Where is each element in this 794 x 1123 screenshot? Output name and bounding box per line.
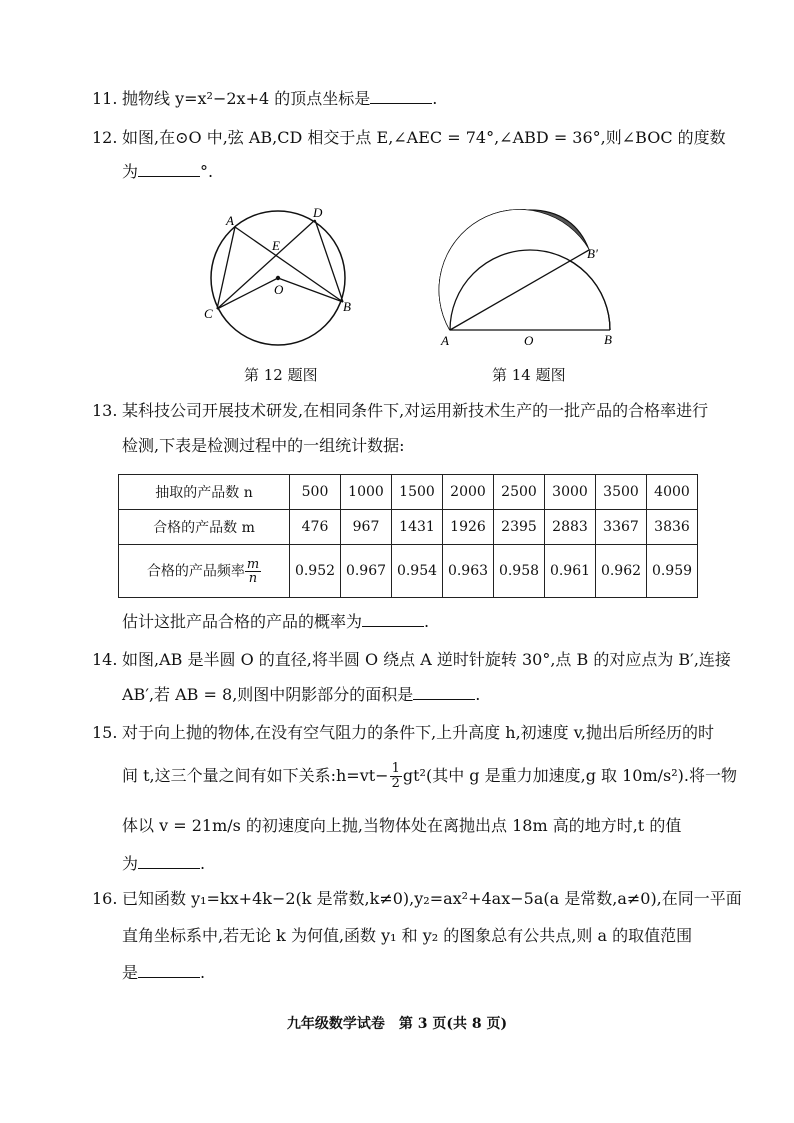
question-11 xyxy=(92,88,437,110)
table-cell: 1431 xyxy=(392,510,443,545)
question-13 xyxy=(92,400,708,422)
row-header-frequency xyxy=(119,545,290,598)
fig12-label-c: C xyxy=(204,306,213,321)
fig14-label-a: A xyxy=(441,333,449,348)
table-row-m xyxy=(119,510,698,545)
table-cell: 3500 xyxy=(596,475,647,510)
table-cell: 3000 xyxy=(545,475,596,510)
q16-end: . xyxy=(200,963,206,982)
fig12-label-e: E xyxy=(272,238,280,253)
table-cell: 0.962 xyxy=(596,545,647,598)
q14-line2: AB′,若 AB = 8,则图中阴影部分的面积是 xyxy=(122,685,414,704)
q14-answer-blank xyxy=(413,685,475,700)
q11-answer-blank xyxy=(370,89,432,104)
q15-end: . xyxy=(200,854,206,873)
fig12-label-b: B xyxy=(343,299,351,314)
table-cell: 3367 xyxy=(596,510,647,545)
q15-number: 15. xyxy=(92,723,118,742)
q12-answer-blank xyxy=(138,162,200,177)
table-cell: 1926 xyxy=(443,510,494,545)
freq-fraction xyxy=(245,558,261,585)
q13-line2: 检测,下表是检测过程中的一组统计数据: xyxy=(122,436,405,455)
freq-fraction-num: m xyxy=(246,556,260,572)
fig12-seg-ob xyxy=(278,278,343,302)
table-cell: 2395 xyxy=(494,510,545,545)
q13-line1: 某科技公司开展技术研发,在相同条件下,对运用新技术生产的一批产品的合格率进行 xyxy=(122,401,709,420)
fig14-label-b-prime: B′ xyxy=(587,246,598,261)
table-cell: 476 xyxy=(290,510,341,545)
figure-14-semicircle xyxy=(430,190,640,360)
page-footer: 九年级数学试卷 第 3 页(共 8 页) xyxy=(286,1016,508,1032)
fig14-label-o: O xyxy=(524,333,534,348)
q15-answer-blank xyxy=(138,854,200,869)
q15-half-den: 2 xyxy=(391,776,400,791)
table-cell: 1000 xyxy=(341,475,392,510)
q14-line1: 如图,AB 是半圆 O 的直径,将半圆 O 绕点 A 逆时针旋转 30°,点 B 的对应点为 B′,连接 xyxy=(122,650,731,669)
q16-line3 xyxy=(122,962,205,984)
q15-line4-pre: 为 xyxy=(122,854,139,873)
table-cell: 2883 xyxy=(545,510,596,545)
table-cell: 4000 xyxy=(647,475,698,510)
question-12 xyxy=(92,127,726,149)
q15-half-num: 1 xyxy=(391,761,400,776)
q11-end: . xyxy=(432,89,438,108)
fig12-chord-ab xyxy=(235,227,343,302)
q15-line4 xyxy=(122,853,205,875)
q16-line2: 直角坐标系中,若无论 k 为何值,函数 y₁ 和 y₂ 的图象总有公共点,则 a 的取值范围 xyxy=(122,926,693,945)
q11-text: 抛物线 y=x²−2x+4 的顶点坐标是 xyxy=(122,89,371,108)
table-cell: 0.958 xyxy=(494,545,545,598)
q16-line3-pre: 是 xyxy=(122,963,139,982)
q13-number: 13. xyxy=(92,401,118,420)
table-cell: 0.959 xyxy=(647,545,698,598)
q14-number: 14. xyxy=(92,650,118,669)
table-cell: 0.954 xyxy=(392,545,443,598)
q15-line1: 对于向上抛的物体,在没有空气阻力的条件下,上升高度 h,初速度 v,抛出后所经历的时 xyxy=(122,723,714,742)
fig14-label-b: B xyxy=(604,332,612,347)
fig12-seg-ac xyxy=(217,227,235,309)
table-cell: 1500 xyxy=(392,475,443,510)
table-cell: 2500 xyxy=(494,475,545,510)
q12-line1: 如图,在⊙O 中,弦 AB,CD 相交于点 E,∠AEC = 74°,∠ABD = 36°,则∠BOC 的度数 xyxy=(122,128,726,147)
fig12-seg-oc xyxy=(217,278,278,309)
q16-line1: 已知函数 y₁=kx+4k−2(k 是常数,k≠0),y₂=ax²+4ax−5a(a 是常数,a≠0),在同一平面 xyxy=(122,889,742,908)
fig14-caption: 第 14 题图 xyxy=(492,366,566,384)
q13-answer-blank xyxy=(362,612,424,627)
q14-line2-wrap xyxy=(122,684,480,706)
q12-line2-end: °. xyxy=(200,162,214,181)
q16-number: 16. xyxy=(92,889,118,908)
q11-number: 11. xyxy=(92,89,118,108)
table-cell: 967 xyxy=(341,510,392,545)
table-row-frequency xyxy=(119,545,698,598)
fig12-label-o: O xyxy=(274,282,284,297)
q15-line2 xyxy=(122,762,737,791)
q13-estimate-line xyxy=(122,611,429,633)
table-cell: 0.967 xyxy=(341,545,392,598)
q13-end: . xyxy=(424,612,430,631)
q15-line3: 体以 v = 21m/s 的初速度向上抛,当物体处在离抛出点 18m 高的地方时,t 的值 xyxy=(122,816,682,835)
question-14 xyxy=(92,649,731,671)
freq-fraction-den: n xyxy=(248,570,258,586)
fig12-label-d: D xyxy=(313,205,323,220)
q13-data-table xyxy=(118,474,698,598)
fig12-label-a: A xyxy=(226,213,234,228)
row-header-n: 抽取的产品数 n xyxy=(119,475,290,510)
figure-12-circle xyxy=(200,200,380,360)
table-cell: 0.963 xyxy=(443,545,494,598)
q12-line2-pre: 为 xyxy=(122,162,139,181)
fig12-center-dot xyxy=(276,276,280,280)
question-15 xyxy=(92,722,714,744)
table-cell: 0.952 xyxy=(290,545,341,598)
q13-estimate: 估计这批产品合格的产品的概率为 xyxy=(122,612,363,631)
q16-answer-blank xyxy=(138,963,200,978)
table-cell: 3836 xyxy=(647,510,698,545)
table-cell: 0.961 xyxy=(545,545,596,598)
question-16 xyxy=(92,888,742,910)
q15-line2-a: 间 t,这三个量之间有如下关系:h=vt− xyxy=(122,766,389,785)
fig14-lower-semicircle xyxy=(439,210,589,330)
q14-end: . xyxy=(475,685,481,704)
fig12-chord-cd xyxy=(217,220,315,309)
q15-half-fraction xyxy=(390,762,402,791)
q12-number: 12. xyxy=(92,128,118,147)
q15-line2-b: gt²(其中 g 是重力加速度,g 取 10m/s²).将一物 xyxy=(402,766,737,785)
table-cell: 500 xyxy=(290,475,341,510)
question-12-line2 xyxy=(122,161,213,183)
table-row-n xyxy=(119,475,698,510)
fig12-seg-db xyxy=(315,220,343,302)
freq-header-text: 合格的产品频率 xyxy=(146,563,245,579)
table-cell: 2000 xyxy=(443,475,494,510)
fig12-caption: 第 12 题图 xyxy=(244,366,318,384)
row-header-m: 合格的产品数 m xyxy=(119,510,290,545)
